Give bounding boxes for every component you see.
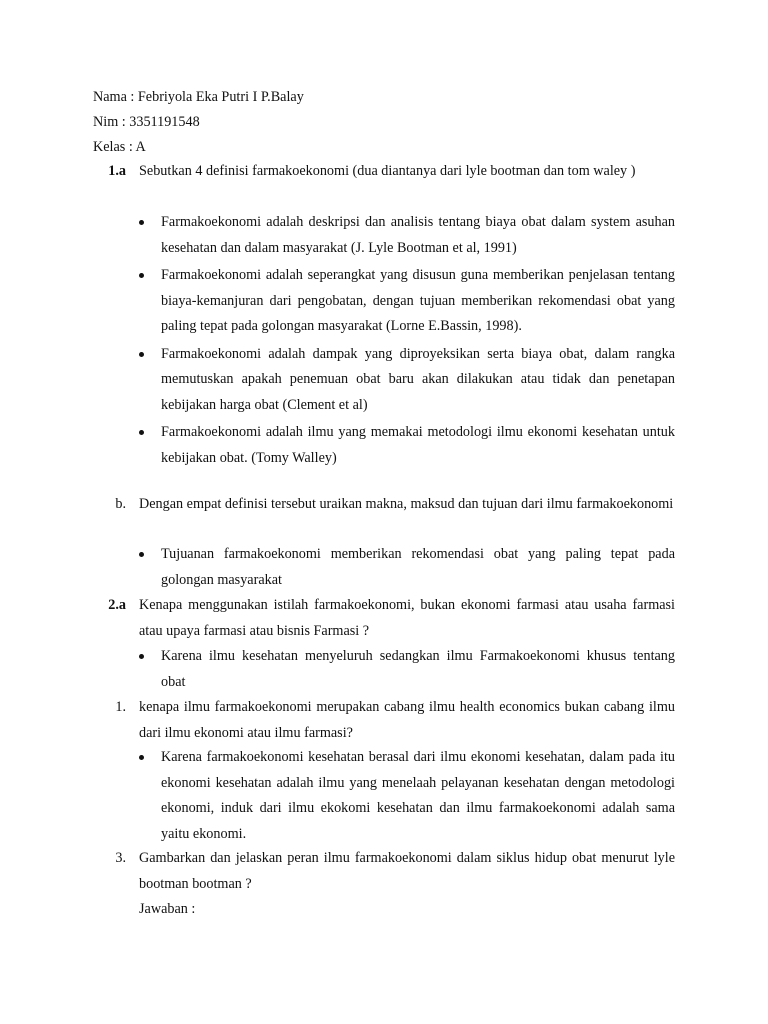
- list-item: [161, 542, 675, 593]
- list-item: [161, 745, 675, 847]
- student-nim: Nim : 3351191548: [93, 114, 200, 130]
- list-item: [161, 420, 675, 471]
- student-name: Nama : Febriyola Eka Putri I P.Balay: [93, 89, 304, 105]
- answer-text: Farmakoekonomi adalah dampak yang diproyeksikan serta biaya obat, dalam rangka memutuskan apakah penemuan obat baru akan dilakukan atau tidak dan penetapan kebijakan harga obat (Clement et al): [161, 345, 675, 413]
- question-number: 3.: [115, 850, 126, 866]
- bullet-icon: [139, 654, 144, 659]
- answer-text: Karena farmakoekonomi kesehatan berasal dari ilmu ekonomi kesehatan, dalam pada itu ekonomi kesehatan adalah ilmu yang menelaah pelayanan kesehatan dengan metodologi ekonomi, induk dari ilmu ekokomi kesehatan dan ilmu farmakoekonomi adalah sama yaitu ekonomi.: [161, 749, 675, 842]
- question-2b-answers: [161, 745, 675, 847]
- question-1b: [93, 492, 675, 518]
- question-number: b.: [115, 496, 126, 512]
- bullet-icon: [139, 273, 144, 278]
- question-number: 1.a: [108, 163, 126, 179]
- question-text: Gambarkan dan jelaskan peran ilmu farmakoekonomi dalam siklus hidup obat menurut lyle bootman bootman ?: [139, 850, 675, 892]
- question-2a-answers: [161, 644, 675, 695]
- question-1a-answers: [161, 210, 675, 471]
- question-2b: [93, 695, 675, 746]
- bullet-icon: [139, 352, 144, 357]
- answer-text: Karena ilmu kesehatan menyeluruh sedangkan ilmu Farmakoekonomi khusus tentang obat: [161, 648, 675, 690]
- question-1a: [93, 159, 675, 185]
- answer-text: Tujuanan farmakoekonomi memberikan rekomendasi obat yang paling tepat pada golongan masyarakat: [161, 546, 675, 588]
- answer-text: Farmakoekonomi adalah seperangkat yang disusun guna memberikan penjelasan tentang biaya-kemanjuran dari pengobatan, dengan tujuan memberikan rekomendasi obat yang paling tepat pada golongan masyarakat (Lorne E.Bassin, 1998).: [161, 267, 675, 334]
- bullet-icon: [139, 755, 144, 760]
- bullet-icon: [139, 220, 144, 225]
- list-item: [161, 342, 675, 419]
- question-text: Dengan empat definisi tersebut uraikan makna, maksud dan tujuan dari ilmu farmakoekonomi: [139, 496, 674, 512]
- question-number: 1.: [115, 699, 126, 715]
- list-item: [161, 210, 675, 261]
- question-text: Sebutkan 4 definisi farmakoekonomi (dua diantanya dari lyle bootman dan tom waley ): [139, 163, 636, 179]
- bullet-icon: [139, 430, 144, 435]
- question-text: kenapa ilmu farmakoekonomi merupakan cabang ilmu health economics bukan cabang ilmu dari ilmu ekonomi atau ilmu farmasi?: [139, 699, 675, 741]
- question-3: [93, 846, 675, 923]
- answer-text: Farmakoekonomi adalah deskripsi dan analisis tentang biaya obat dalam system asuhan kesehatan dan dalam masyarakat (J. Lyle Bootman et al, 1991): [161, 214, 675, 256]
- question-number: 2.a: [108, 597, 126, 613]
- question-text: Kenapa menggunakan istilah farmakoekonomi, bukan ekonomi farmasi atau usaha farmasi atau upaya farmasi atau bisnis Farmasi ?: [139, 597, 675, 639]
- answer-label: Jawaban :: [139, 901, 196, 917]
- bullet-icon: [139, 552, 144, 557]
- answer-text: Farmakoekonomi adalah ilmu yang memakai metodologi ilmu ekonomi kesehatan untuk kebijakan obat. (Tomy Walley): [161, 424, 675, 466]
- student-class: Kelas : A: [93, 139, 146, 155]
- question-2a: [93, 593, 675, 644]
- list-item: [161, 263, 675, 340]
- list-item: [161, 644, 675, 695]
- question-1b-answers: [161, 542, 675, 593]
